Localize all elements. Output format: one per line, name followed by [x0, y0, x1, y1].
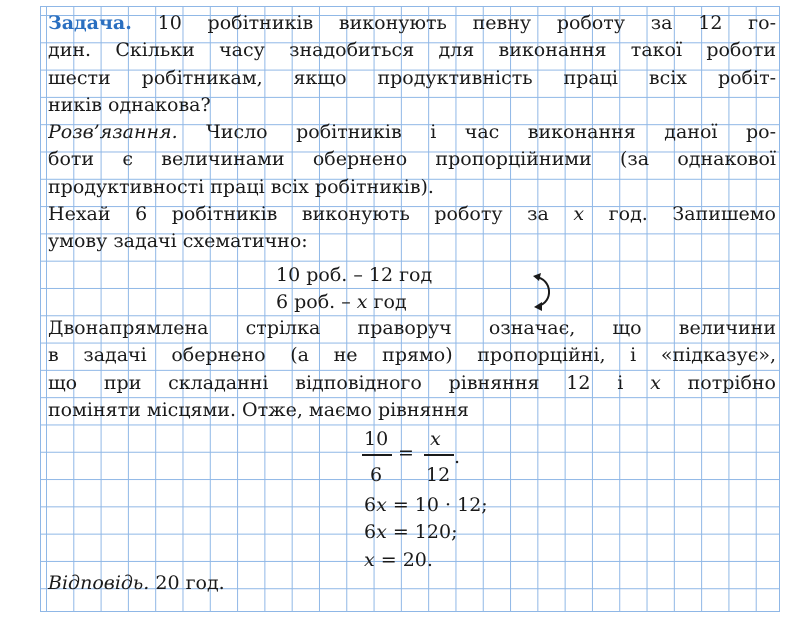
- explanation-line-3: [48, 370, 776, 397]
- variable-x: x: [364, 548, 375, 571]
- step-3: [364, 547, 488, 574]
- explanation-line-3-a: що при складанні відповідного рівняння 12 і: [48, 371, 651, 394]
- explanation-text: [48, 315, 776, 424]
- fraction-right-bar: [424, 454, 454, 456]
- solution-line-4-b: год. Запишемо: [584, 203, 776, 226]
- solution-line-2: боти є величинами обернено пропорційними (за однакової: [48, 148, 776, 171]
- problem-line-3: шести робітникам, якщо продуктивність праці всіх робіт-: [48, 66, 776, 89]
- step-1-b: = 10 · 12;: [386, 494, 488, 516]
- scheme-row-2-b: год: [367, 291, 407, 314]
- problem-line-4: ників однакова?: [48, 93, 211, 116]
- solution-line-4-a: Нехай 6 робітників виконують роботу за: [48, 203, 574, 226]
- fraction-left-bar: [362, 454, 392, 456]
- step-2: [364, 519, 488, 546]
- explanation-line-3-b: потрібно: [660, 371, 776, 394]
- explanation-line-1: Двонапрямлена стрілка праворуч означає, що величини: [48, 317, 776, 339]
- answer-label: Відповідь.: [48, 572, 150, 594]
- problem-line-1-text: 10 робітників виконують певну роботу за 12 го-: [157, 12, 776, 34]
- scheme-block: [276, 262, 432, 317]
- double-arrow-icon: [530, 268, 560, 316]
- solution-line-1-text: Число робітників і час виконання даної ро-: [206, 121, 776, 144]
- solution-line-4: [48, 201, 776, 228]
- answer-line: [48, 572, 225, 594]
- scheme-row-2: [276, 289, 432, 316]
- scheme-row-2-a: 6 роб. –: [276, 291, 357, 314]
- equation-period: .: [454, 446, 461, 468]
- explanation-line-4: поміняти місцями. Отже, маємо рівняння: [48, 398, 469, 421]
- solution-label: Розв’язання.: [48, 121, 178, 144]
- problem-line-1: [48, 10, 776, 37]
- variable-x: x: [376, 494, 387, 516]
- step-1: [364, 492, 488, 519]
- solution-line-1: [48, 119, 776, 146]
- fraction-left-numerator: 10: [364, 428, 389, 450]
- equals-sign: =: [398, 442, 414, 464]
- fraction-right-denominator: 12: [426, 464, 451, 486]
- solution-line-5: умову задачі схематично:: [48, 230, 308, 253]
- variable-x: x: [376, 521, 387, 544]
- fraction-left-denominator: 6: [370, 464, 383, 486]
- variable-x: x: [573, 203, 585, 226]
- problem-text: [48, 10, 776, 256]
- step-3-b: = 20.: [374, 548, 433, 571]
- step-2-b: = 120;: [386, 521, 458, 544]
- answer-value: 20 год.: [155, 572, 225, 594]
- problem-label: Задача.: [48, 12, 132, 34]
- problem-line-2: дин. Скільки часу знадобиться для виконання такої роботи: [48, 39, 776, 62]
- variable-x: x: [650, 371, 661, 394]
- explanation-line-2: в задачі обернено (а не прямо) пропорційні, і «підказує»,: [48, 344, 776, 367]
- solution-line-3: продуктивності праці всіх робітників).: [48, 175, 434, 198]
- solution-steps: [364, 492, 488, 574]
- fraction-right-numerator: x: [430, 428, 441, 450]
- step-1-a: 6: [364, 494, 377, 516]
- variable-x: x: [356, 291, 368, 314]
- step-2-a: 6: [364, 521, 377, 544]
- scheme-row-1: 10 роб. – 12 год: [276, 264, 433, 286]
